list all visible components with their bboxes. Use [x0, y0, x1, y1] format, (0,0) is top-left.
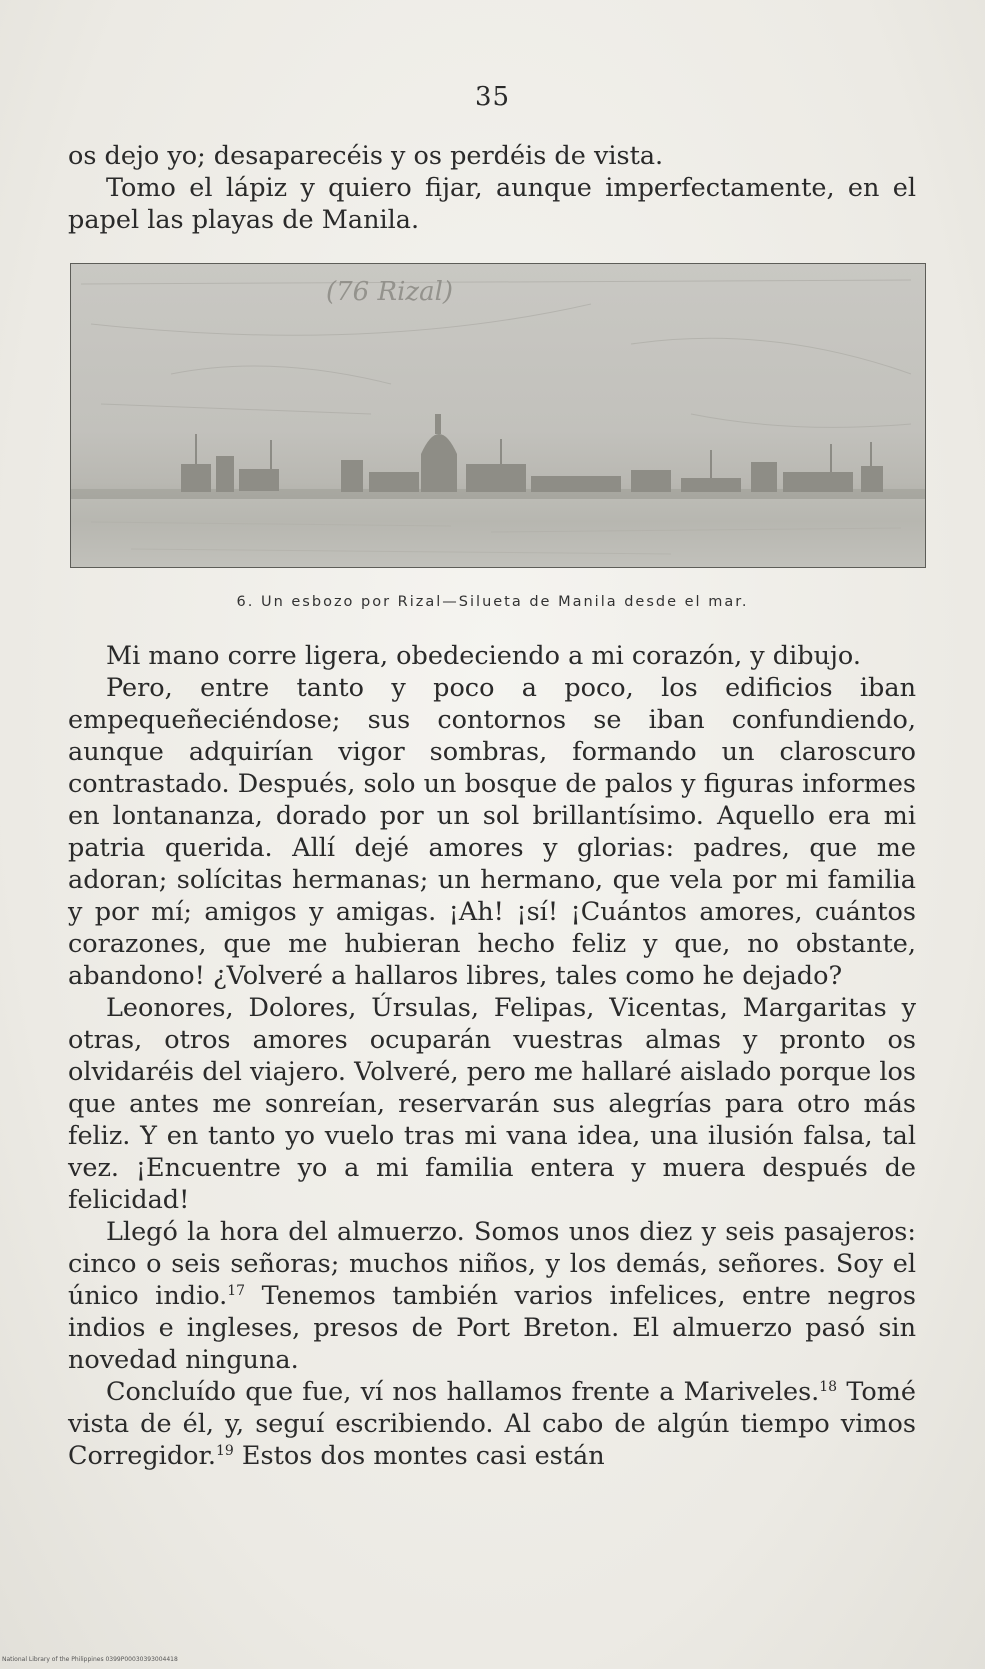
paragraph-concluido-text-c: Estos dos montes casi están: [233, 1441, 605, 1471]
paragraph-concluido-text-b: Tomé vista de él, y, seguí escribiendo. Al cabo de algún tiempo vimos Corregidor.: [68, 1377, 916, 1471]
paragraph-tomo-el-lapiz: Tomo el lápiz y quiero fijar, aunque imperfectamente, en el papel las playas de Manila.: [68, 173, 916, 235]
footnote-ref-17: 17: [227, 1283, 246, 1299]
manila-skyline-sketch: [71, 264, 926, 568]
sketch-illustration: [70, 263, 926, 568]
paragraph-concluido: [68, 1376, 916, 1472]
paragraph-leonores: Leonores, Dolores, Úrsulas, Felipas, Vicentas, Margaritas y otras, otros amores ocuparán vuestras almas y pronto os olvidaréis del viajero. Volveré, pero me hallaré aislado porque los que antes me sonreían, reservarán sus alegrías para otro más feliz. Y en tanto yo vuelo tras mi vana idea, una ilusión falsa, tal vez. ¡Encuentre yo a mi familia entera y muera después de felicidad!: [68, 993, 916, 1215]
figure-caption: 6. Un esbozo por Rizal—Silueta de Manila desde el mar.: [236, 594, 749, 610]
paragraph-almuerzo-text-b: Tenemos también varios infelices, entre negros indios e ingleses, presos de Port Breton. El almuerzo pasó sin novedad ninguna.: [68, 1281, 916, 1375]
paragraph-mi-mano: Mi mano corre ligera, obedeciendo a mi corazón, y dibujo.: [106, 641, 861, 671]
top-text-block: [68, 140, 916, 236]
paragraph-almuerzo-text-a: Llegó la hora del almuerzo. Somos unos diez y seis pasajeros: cinco o seis señoras; muchos niños, y los demás, señores. Soy el único indio.: [68, 1217, 916, 1311]
paragraph-concluido-text-a: Concluído que fue, ví nos hallamos frente a Mariveles.: [106, 1377, 820, 1407]
paragraph-almuerzo: [68, 1216, 916, 1376]
main-text-block: [68, 640, 916, 1472]
footnote-ref-18: 18: [819, 1379, 838, 1395]
library-stamp: National Library of the Philippines 0399P00030393004418: [2, 1656, 178, 1663]
footnote-ref-19: 19: [215, 1443, 234, 1459]
paragraph-continuation: os dejo yo; desaparecéis y os perdéis de vista.: [68, 141, 664, 171]
paragraph-pero: Pero, entre tanto y poco a poco, los edificios iban empequeñeciéndose; sus contornos se iban confundiendo, aunque adquirían vigor sombras, formando un claroscuro contrastado. Después, solo un bosque de palos y figuras informes en lontananza, dorado por un sol brillantísimo. Aquello era mi patria querida. Allí dejé amores y glorias: padres, que me adoran; solícitas hermanas; un hermano, que vela por mi familia y por mí; amigos y amigas. ¡Ah! ¡sí! ¡Cuántos amores, cuántos corazones, que me hubieran hecho feliz y que, no obstante, abandono! ¿Volveré a hallaros libres, tales como he dejado?: [68, 673, 916, 991]
page-number: 35: [474, 82, 511, 112]
sketch-inscription: (76 Rizal): [326, 277, 454, 307]
